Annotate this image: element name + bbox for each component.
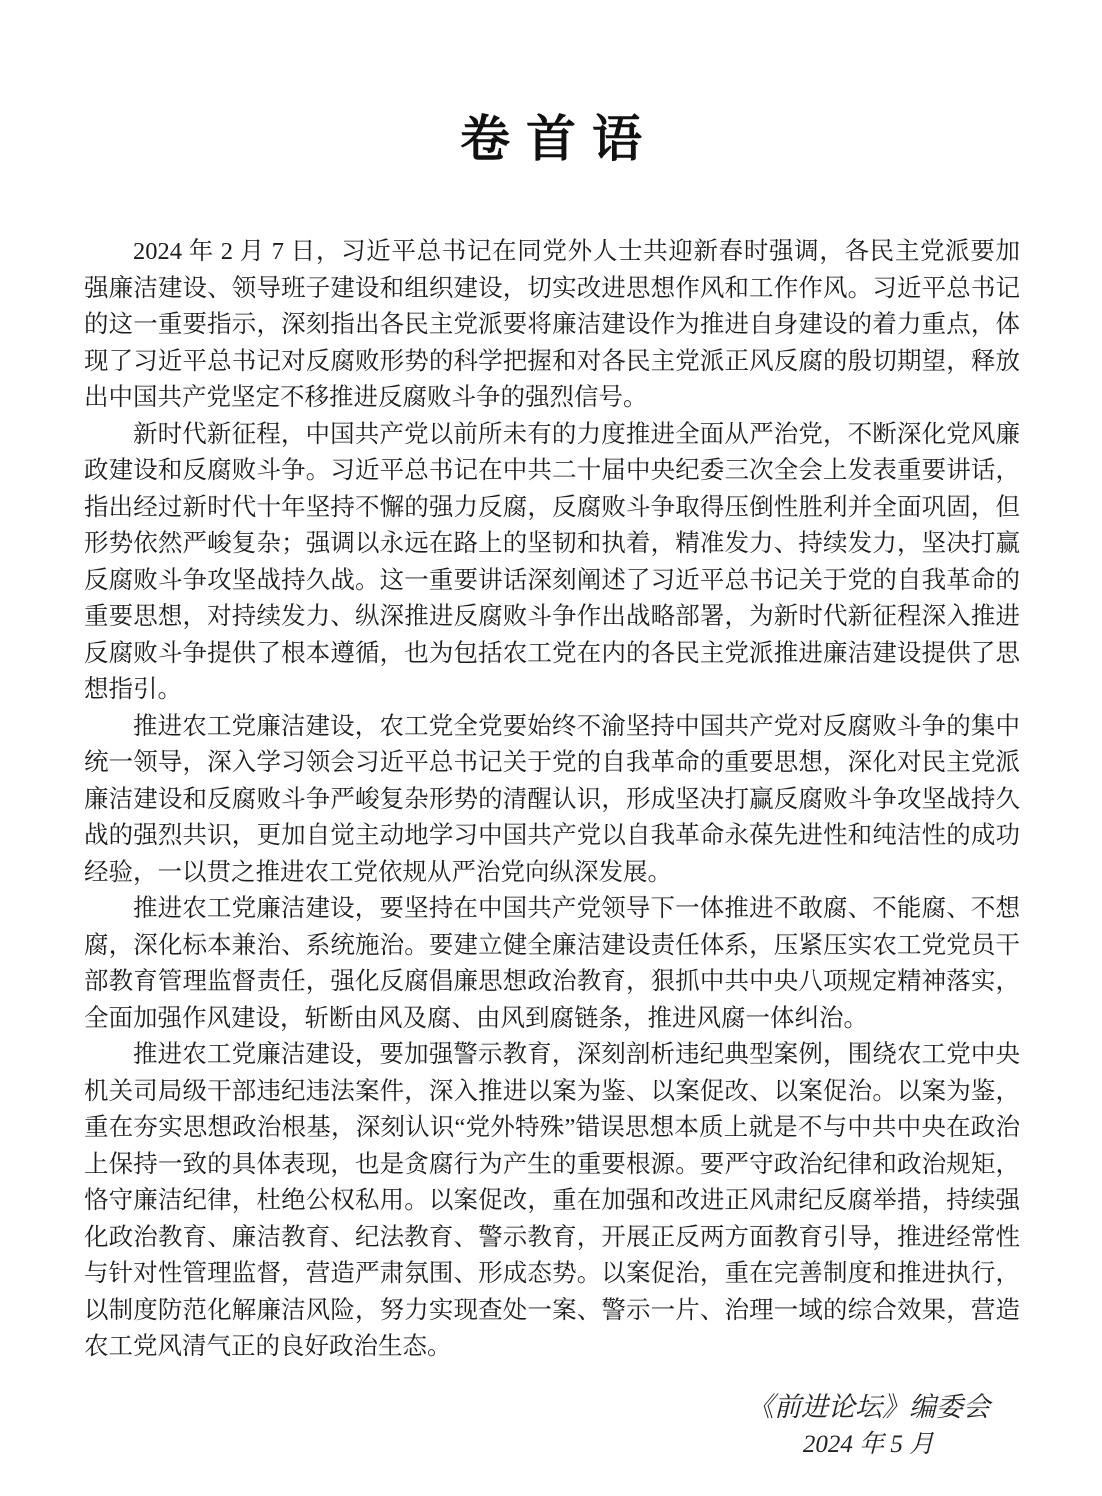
paragraph-2: 新时代新征程，中国共产党以前所未有的力度推进全面从严治党，不断深化党风廉政建设和反腐败斗争。习近平总书记在中共二十届中央纪委三次全会上发表重要讲话，指出经过新时代十年坚持不懈的强力反腐，反腐败斗争取得压倒性胜利并全面巩固，但形势依然严峻复杂；强调以永远在路上的坚韧和执着，精准发力、持续发力，坚决打赢反腐败斗争攻坚战持久战。这一重要讲话深刻阐述了习近平总书记关于党的自我革命的重要思想，对持续发力、纵深推进反腐败斗争作出战略部署，为新时代新征程深入推进反腐败斗争提供了根本遵循，也为包括农工党在内的各民主党派推进廉洁建设提供了思想指引。: [84, 420, 1020, 703]
document-body: [84, 234, 1020, 1366]
signature-date: 2024 年 5 月: [802, 1430, 935, 1458]
signature-block: [0, 1388, 990, 1464]
paragraph-4: 推进农工党廉洁建设，要坚持在中国共产党领导下一体推进不敢腐、不能腐、不想腐，深化标本兼治、系统施治。要建立健全廉洁建设责任体系，压紧压实农工党党员干部教育管理监督责任，强化反腐倡廉思想政治教育，狠抓中共中央八项规定精神落实，全面加强作风建设，斩断由风及腐、由风到腐链条，推进风腐一体纠治。: [84, 895, 1020, 1032]
paragraph-3: 推进农工党廉洁建设，农工党全党要始终不渝坚持中国共产党对反腐败斗争的集中统一领导，深入学习领会习近平总书记关于党的自我革命的重要思想，深化对民主党派廉洁建设和反腐败斗争严峻复杂形势的清醒认识，形成坚决打赢反腐败斗争攻坚战持久战的强烈共识，更加自觉主动地学习中国共产党以自我革命永葆先进性和纯洁性的成功经验，一以贯之推进农工党依规从严治党向纵深发展。: [84, 712, 1020, 886]
signature-inner: [747, 1388, 990, 1464]
paragraph-1: 2024 年 2 月 7 日，习近平总书记在同党外人士共迎新春时强调，各民主党派要加强廉洁建设、领导班子建设和组织建设，切实改进思想作风和工作作风。习近平总书记的这一重要指示，深刻指出各民主党派要将廉洁建设作为推进自身建设的着力重点，体现了习近平总书记对反腐败形势的科学把握和对各民主党派正风反腐的殷切期望，释放出中国共产党坚定不移推进反腐败斗争的强烈信号。: [84, 238, 1020, 411]
editorial-board-signature: 《前进论坛》编委会: [747, 1391, 990, 1422]
paragraph-5: 推进农工党廉洁建设，要加强警示教育，深刻剖析违纪典型案例，围绕农工党中央机关司局级干部违纪违法案件，深入推进以案为鉴、以案促改、以案促治。以案为鉴，重在夯实思想政治根基，深刻认识“党外特殊”错误思想本质上就是不与中共中央在政治上保持一致的具体表现，也是贪腐行为产生的重要根源。要严守政治纪律和政治规矩，恪守廉洁纪律，杜绝公权私用。以案促改，重在加强和改进正风肃纪反腐举措，持续强化政治教育、廉洁教育、纪法教育、警示教育，开展正反两方面教育引导，推进经常性与针对性管理监督，营造严肃氛围、形成态势。以案促治，重在完善制度和推进执行，以制度防范化解廉洁风险，努力实现查处一案、警示一片、治理一域的综合效果，营造农工党风清气正的良好政治生态。: [84, 1041, 1020, 1360]
page-title: 卷首语: [460, 111, 658, 167]
